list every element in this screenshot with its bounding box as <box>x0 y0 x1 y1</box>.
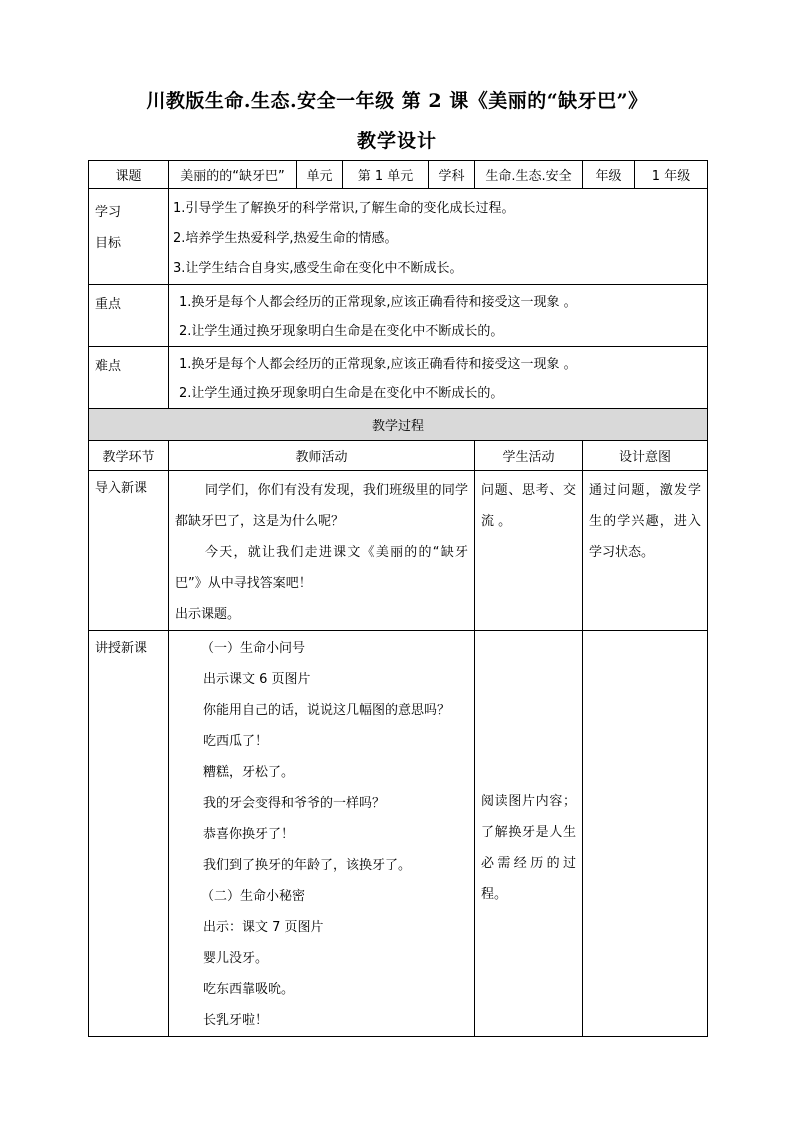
teach-line: 吃西瓜了！ <box>203 734 269 749</box>
intro-teacher-p1: 同学们，你们有没有发现，我们班级里的同学都缺牙巴了，这是为什么呢？ <box>175 483 468 529</box>
lesson-plan-table <box>88 160 708 1037</box>
intro-row <box>89 471 708 631</box>
goals-label <box>89 189 169 285</box>
grade-value: 1 年级 <box>635 161 708 189</box>
intro-teacher <box>169 471 475 631</box>
key-point-item: 1.换牙是每个人都会经历的正常现象,应该正确看待和接受这一现象 。 <box>179 295 577 310</box>
subject-value: 生命.生态.安全 <box>475 161 583 189</box>
teach-intent <box>583 631 708 1037</box>
process-columns-row <box>89 441 708 471</box>
goal-item: 3.让学生结合自身实,感受生命在变化中不断成长。 <box>173 261 463 276</box>
intro-intent-text: 通过问题，激发学生的学兴趣，进入学习状态。 <box>589 483 701 560</box>
unit-label: 单元 <box>297 161 343 189</box>
document-subtitle: 教学设计 <box>356 130 437 152</box>
col-student-header: 学生活动 <box>475 441 583 471</box>
grade-label: 年级 <box>583 161 635 189</box>
teach-line: 出示课文 6 页图片 <box>203 672 311 687</box>
key-points-content <box>169 285 708 347</box>
teach-line: 出示：课文 7 页图片 <box>203 920 324 935</box>
intro-stage: 导入新课 <box>89 471 169 631</box>
teach-line: 我们到了换牙的年龄了，该换牙了。 <box>203 858 412 873</box>
difficulties-label: 难点 <box>89 347 169 409</box>
teach-line: （一）生命小问号 <box>201 641 306 656</box>
goals-label-line1: 学习 <box>95 205 122 220</box>
teach-line: 长乳牙啦！ <box>203 1013 269 1028</box>
teach-student-text: 阅读图片内容；了解换牙是人生必需经历的过程。 <box>481 794 576 902</box>
goal-item: 2.培养学生热爱科学,热爱生命的情感。 <box>173 231 398 246</box>
col-teacher-header: 教师活动 <box>169 441 475 471</box>
intro-student <box>475 471 583 631</box>
teach-line: 吃东西靠吸吮。 <box>203 982 295 997</box>
topic-label: 课题 <box>89 161 169 189</box>
subject-label: 学科 <box>429 161 475 189</box>
goals-row <box>89 189 708 285</box>
key-points-label: 重点 <box>89 285 169 347</box>
teach-line: 恭喜你换牙了！ <box>203 827 295 842</box>
difficulties-row <box>89 347 708 409</box>
teach-line: （二）生命小秘密 <box>201 889 306 904</box>
key-point-item: 2.让学生通过换牙现象明白生命是在变化中不断成长的。 <box>179 324 504 339</box>
goals-content <box>169 189 708 285</box>
difficulties-content <box>169 347 708 409</box>
intro-teacher-p3: 出示课题。 <box>175 607 241 622</box>
difficulty-item: 1.换牙是每个人都会经历的正常现象,应该正确看待和接受这一现象 。 <box>179 357 577 372</box>
goals-label-line2: 目标 <box>95 236 122 251</box>
col-intent-header: 设计意图 <box>583 441 708 471</box>
teach-line: 婴儿没牙。 <box>203 951 269 966</box>
process-header-row <box>89 409 708 441</box>
process-header: 教学过程 <box>89 409 708 441</box>
info-row <box>89 161 708 189</box>
intro-student-text: 问题、思考、交流 。 <box>481 483 576 529</box>
teach-line: 你能用自己的话，说说这几幅图的意思吗？ <box>203 703 451 718</box>
teach-stage: 讲授新课 <box>89 631 169 1037</box>
teach-student <box>475 631 583 1037</box>
goal-item: 1.引导学生了解换牙的科学常识,了解生命的变化成长过程。 <box>173 201 515 216</box>
difficulty-item: 2.让学生通过换牙现象明白生命是在变化中不断成长的。 <box>179 386 504 401</box>
intro-intent <box>583 471 708 631</box>
unit-value: 第 1 单元 <box>343 161 429 189</box>
key-points-row <box>89 285 708 347</box>
teach-line: 糟糕，牙松了。 <box>203 765 295 780</box>
topic-value: 美丽的的“缺牙巴” <box>169 161 297 189</box>
teach-row <box>89 631 708 1037</box>
teach-teacher <box>169 631 475 1037</box>
col-stage-header: 教学环节 <box>89 441 169 471</box>
intro-teacher-p2: 今天，就让我们走进课文《美丽的的“缺牙巴”》从中寻找答案吧！ <box>175 545 468 591</box>
teach-line: 我的牙会变得和爷爷的一样吗？ <box>203 796 386 811</box>
document-title: 川教版生命.生态.安全一年级 第 2 课《美丽的“缺牙巴”》 <box>146 90 648 112</box>
